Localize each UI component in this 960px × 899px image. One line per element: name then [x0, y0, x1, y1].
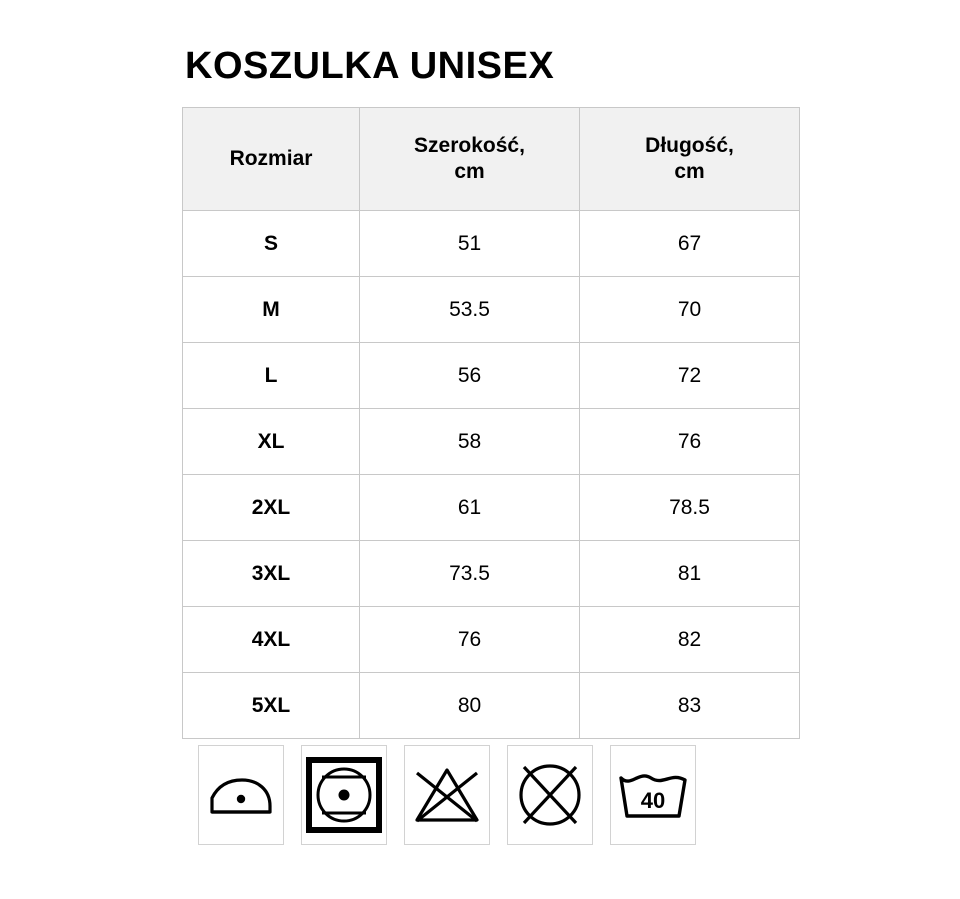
cell-width: 56	[360, 343, 580, 409]
table-row	[183, 343, 800, 409]
cell-length: 78.5	[580, 475, 800, 541]
cell-width: 53.5	[360, 277, 580, 343]
do-not-dry-clean-glyph	[516, 761, 584, 829]
cell-width: 61	[360, 475, 580, 541]
iron-one-dot-glyph	[206, 768, 276, 822]
cell-size: L	[183, 343, 360, 409]
tumble-dry-normal-icon	[301, 745, 387, 845]
cell-size: M	[183, 277, 360, 343]
cell-width: 58	[360, 409, 580, 475]
table-row	[183, 475, 800, 541]
column-header-size: Rozmiar	[183, 108, 360, 211]
cell-width: 51	[360, 211, 580, 277]
wash-40-icon	[610, 745, 696, 845]
column-header-length-line2: cm	[674, 160, 705, 183]
cell-length: 83	[580, 673, 800, 739]
column-header-length-line1: Długość,	[645, 133, 734, 157]
do-not-bleach-glyph	[411, 765, 483, 825]
cell-size: 3XL	[183, 541, 360, 607]
table-body	[183, 211, 800, 739]
cell-length: 70	[580, 277, 800, 343]
cell-size: 4XL	[183, 607, 360, 673]
cell-width: 76	[360, 607, 580, 673]
tumble-dry-glyph	[306, 757, 382, 833]
cell-size: S	[183, 211, 360, 277]
cell-length: 67	[580, 211, 800, 277]
iron-one-dot-icon	[198, 745, 284, 845]
cell-size: XL	[183, 409, 360, 475]
table-row	[183, 541, 800, 607]
table-header-row	[183, 108, 800, 211]
table-row	[183, 277, 800, 343]
page-title: KOSZULKA UNISEX	[185, 45, 555, 87]
do-not-dry-clean-icon	[507, 745, 593, 845]
care-instruction-icons	[198, 745, 696, 845]
table-row	[183, 607, 800, 673]
cell-width: 73.5	[360, 541, 580, 607]
cell-size: 5XL	[183, 673, 360, 739]
table-row	[183, 211, 800, 277]
cell-size: 2XL	[183, 475, 360, 541]
table-header	[183, 108, 800, 211]
column-header-width-line1: Szerokość,	[414, 133, 525, 157]
column-header-length	[580, 108, 800, 211]
cell-length: 82	[580, 607, 800, 673]
do-not-bleach-icon	[404, 745, 490, 845]
cell-length: 72	[580, 343, 800, 409]
wash-temperature-label: 40	[640, 788, 666, 813]
cell-length: 76	[580, 409, 800, 475]
size-table	[182, 107, 800, 739]
column-header-width-line2: cm	[454, 160, 485, 183]
cell-width: 80	[360, 673, 580, 739]
wash-40-glyph	[617, 766, 689, 824]
column-header-width	[360, 108, 580, 211]
table-row	[183, 409, 800, 475]
cell-length: 81	[580, 541, 800, 607]
table-row	[183, 673, 800, 739]
